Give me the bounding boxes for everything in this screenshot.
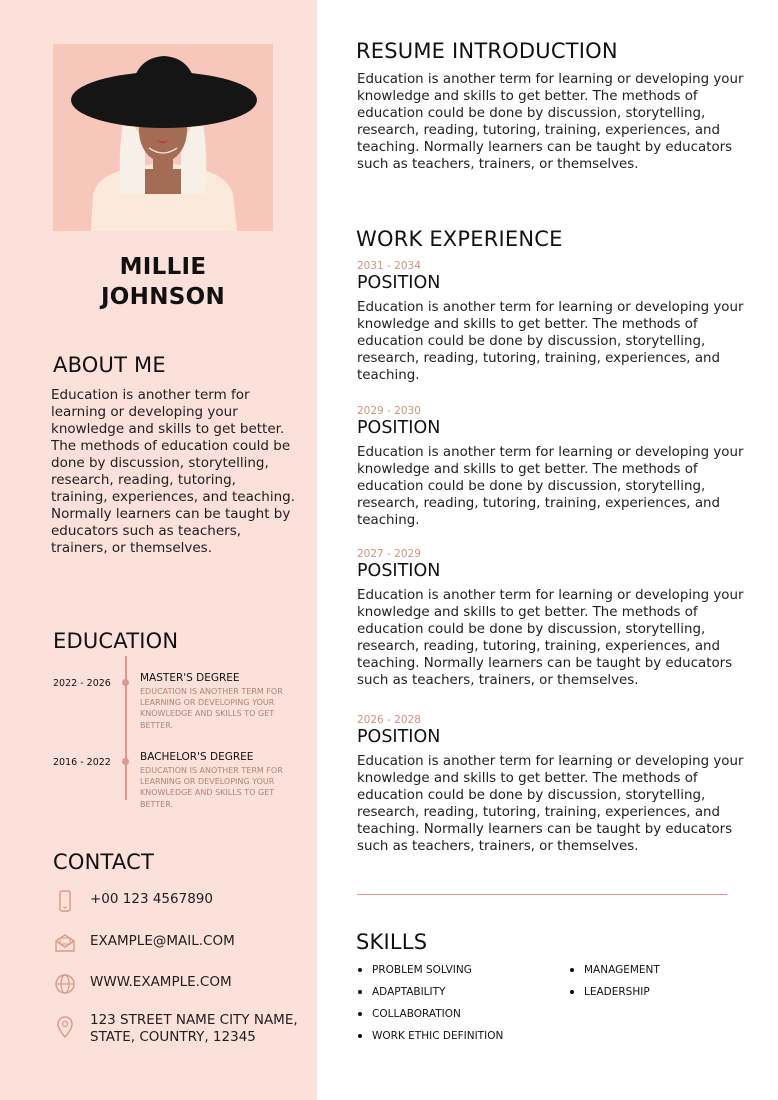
job-years: 2029 - 2030: [357, 405, 421, 417]
skill-label: MANAGEMENT: [584, 964, 660, 976]
education-years: 2016 - 2022: [53, 757, 111, 768]
job-years: 2027 - 2029: [357, 548, 421, 560]
job-years: 2031 - 2034: [357, 260, 421, 272]
email-address: EXAMPLE@MAIL.COM: [90, 933, 235, 949]
skill-label: ADAPTABILITY: [372, 986, 446, 998]
job-position: POSITION: [357, 418, 441, 438]
job-years: 2026 - 2028: [357, 714, 421, 726]
phone-number: +00 123 4567890: [90, 891, 213, 907]
skill-item: [358, 964, 472, 976]
education-description: EDUCATION IS ANOTHER TERM FOR LEARNING OR DEVELOPING YOUR KNOWLEDGE AND SKILLS TO GET BETTER.: [140, 766, 283, 809]
bullet-icon: [570, 968, 574, 972]
section-divider: [357, 894, 727, 895]
skill-item: [570, 986, 650, 998]
work-heading: WORK EXPERIENCE: [356, 227, 563, 251]
skill-label: COLLABORATION: [372, 1008, 461, 1020]
address-line-1: 123 STREET NAME CITY NAME,: [90, 1012, 298, 1028]
skill-item: [358, 1030, 503, 1042]
introduction-heading: RESUME INTRODUCTION: [356, 39, 618, 63]
bullet-icon: [570, 990, 574, 994]
education-timeline-line: [125, 656, 127, 800]
bullet-icon: [358, 990, 362, 994]
bullet-icon: [358, 1034, 362, 1038]
candidate-name: [53, 252, 273, 312]
education-degree: MASTER'S DEGREE: [140, 672, 240, 684]
location-pin-icon: [53, 1015, 77, 1039]
bullet-icon: [358, 968, 362, 972]
education-heading: EDUCATION: [53, 629, 179, 653]
contact-heading: CONTACT: [53, 850, 154, 874]
last-name: JOHNSON: [100, 284, 226, 310]
bullet-icon: [358, 1012, 362, 1016]
skills-heading: SKILLS: [356, 930, 428, 954]
timeline-dot-icon: [122, 679, 129, 686]
website-url: WWW.EXAMPLE.COM: [90, 974, 232, 990]
about-heading: ABOUT ME: [53, 353, 166, 377]
address-line-2: STATE, COUNTRY, 12345: [90, 1029, 256, 1045]
address: [90, 1012, 298, 1046]
job-description: Education is another term for learning or developing your knowledge and skills to get better. The methods of education could be done by discussion, storytelling, research, reading, tutoring, training, experiences, and teaching.: [357, 445, 744, 528]
mail-icon: [53, 931, 77, 955]
education-degree: BACHELOR'S DEGREE: [140, 751, 254, 763]
education-description: EDUCATION IS ANOTHER TERM FOR LEARNING OR DEVELOPING YOUR KNOWLEDGE AND SKILLS TO GET BETTER.: [140, 687, 283, 730]
job-description: Education is another term for learning or developing your knowledge and skills to get better. The methods of education could be done by discussion, storytelling, research, reading, tutoring, training, experiences, and teaching. Normally learners can be taught by educators such as teachers, trainers, or themselves.: [357, 588, 744, 688]
education-years: 2022 - 2026: [53, 678, 111, 689]
first-name: MILLIE: [119, 254, 207, 280]
skill-item: [358, 1008, 461, 1020]
job-description: Education is another term for learning or developing your knowledge and skills to get better. The methods of education could be done by discussion, storytelling, research, reading, tutoring, training, experiences, and teaching. Normally learners can be taught by educators such as teachers, trainers, or themselves.: [357, 754, 744, 854]
job-position: POSITION: [357, 727, 441, 747]
skill-label: PROBLEM SOLVING: [372, 964, 472, 976]
portrait-image: [53, 44, 273, 231]
timeline-dot-icon: [122, 758, 129, 765]
globe-icon: [53, 972, 77, 996]
about-text: Education is another term for learning or developing your knowledge and skills to get better. The methods of education could be done by discussion, storytelling, research, reading, tutoring, training, experiences, and teaching. Normally learners can be taught by educators such as teachers, trainers, or themselves.: [51, 387, 296, 556]
phone-icon: [53, 889, 77, 913]
introduction-text: Education is another term for learning or developing your knowledge and skills to get better. The methods of education could be done by discussion, storytelling, research, reading, tutoring, training, experiences, and teaching. Normally learners can be taught by educators such as teachers, trainers, or themselves.: [357, 72, 744, 172]
woman-in-hat-illustration: [53, 44, 273, 231]
job-position: POSITION: [357, 561, 441, 581]
job-position: POSITION: [357, 273, 441, 293]
skill-item: [570, 964, 660, 976]
job-description: Education is another term for learning or developing your knowledge and skills to get better. The methods of education could be done by discussion, storytelling, research, reading, tutoring, training, experiences, and teaching.: [357, 300, 744, 383]
skill-label: WORK ETHIC DEFINITION: [372, 1030, 504, 1042]
skill-item: [358, 986, 445, 998]
skill-label: LEADERSHIP: [584, 986, 650, 998]
